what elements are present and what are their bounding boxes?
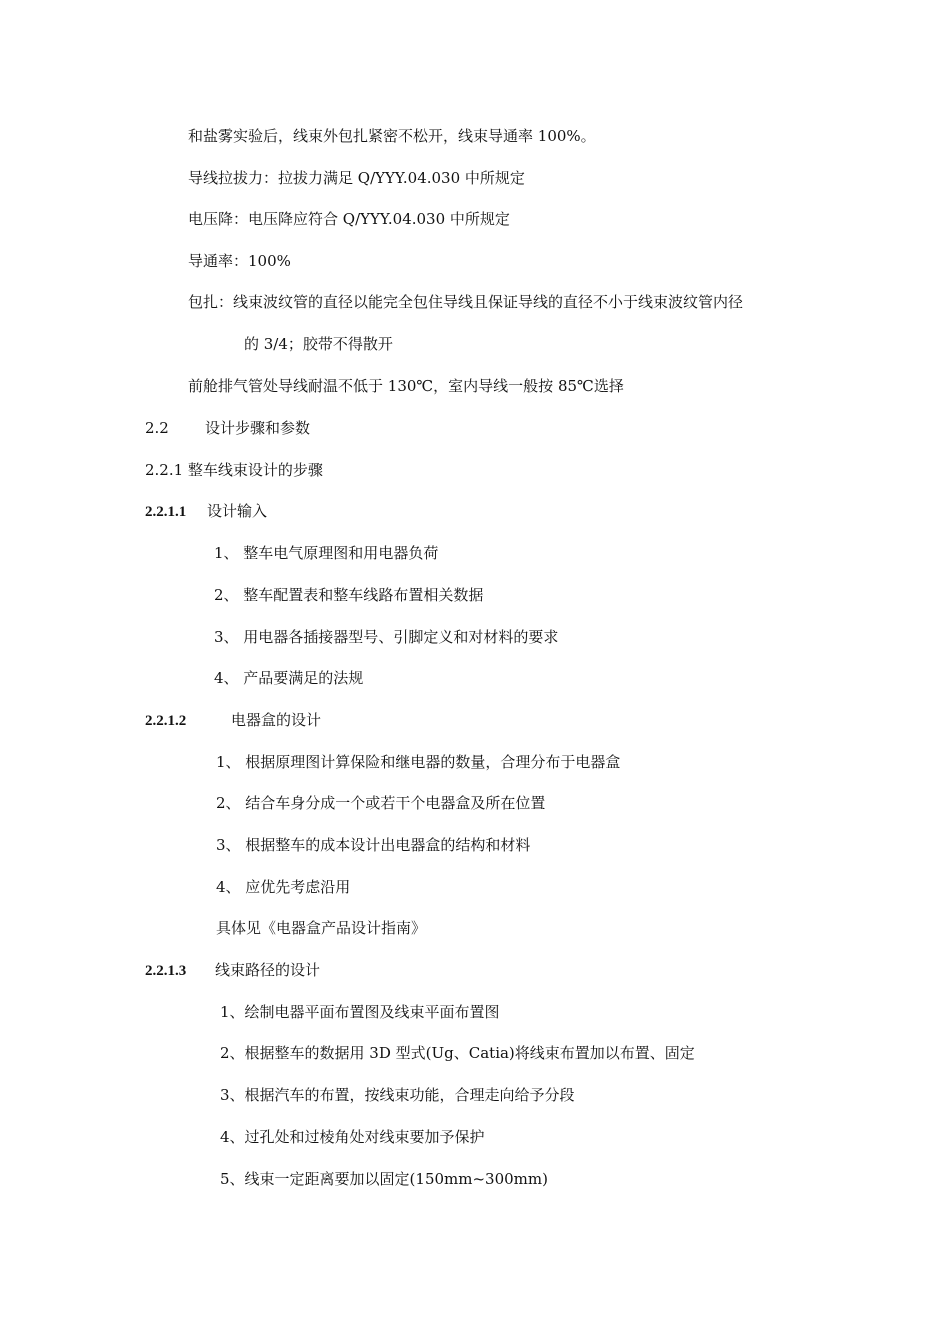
section-2-2-1-heading: 2.2.1 整车线束设计的步骤 <box>145 461 323 479</box>
section-2-2-1-3-heading <box>145 960 320 980</box>
paragraph-voltage-drop: 电压降：电压降应符合 Q/YYY.04.030 中所规定 <box>188 210 510 228</box>
list-item: 2、 整车配置表和整车线路布置相关数据 <box>214 586 484 604</box>
paragraph-conduction-rate: 导通率：100% <box>188 252 291 270</box>
list-item: 3、根据汽车的布置，按线束功能，合理走向给予分段 <box>220 1086 575 1104</box>
paragraph-salt-spray: 和盐雾实验后，线束外包扎紧密不松开，线束导通率 100%。 <box>188 127 596 145</box>
list-item: 1、 整车电气原理图和用电器负荷 <box>214 544 439 562</box>
section-number: 2.2 <box>145 419 169 437</box>
section-number: 2.2.1.2 <box>145 713 187 729</box>
list-item: 4、 应优先考虑沿用 <box>216 878 351 896</box>
paragraph-pull-force: 导线拉拔力：拉拔力满足 Q/YYY.04.030 中所规定 <box>188 169 525 187</box>
list-item: 1、绘制电器平面布置图及线束平面布置图 <box>220 1003 500 1021</box>
section-2-2-heading <box>145 418 310 438</box>
list-item: 4、过孔处和过棱角处对线束要加予保护 <box>220 1128 485 1146</box>
section-title: 设计输入 <box>207 502 268 520</box>
list-item: 1、 根据原理图计算保险和继电器的数量，合理分布于电器盒 <box>216 753 621 771</box>
section-number: 2.2.1.3 <box>145 963 187 979</box>
list-item: 5、线束一定距离要加以固定(150mm~300mm) <box>220 1170 548 1188</box>
paragraph-temperature: 前舱排气管处导线耐温不低于 130℃，室内导线一般按 85℃选择 <box>188 377 624 395</box>
list-item: 4、 产品要满足的法规 <box>214 669 364 687</box>
section-2-2-1-1-heading <box>145 501 267 521</box>
list-item: 2、 结合车身分成一个或若干个电器盒及所在位置 <box>216 794 546 812</box>
list-item: 3、 用电器各插接器型号、引脚定义和对材料的要求 <box>214 628 559 646</box>
section-title: 线束路径的设计 <box>215 961 321 979</box>
section-number: 2.2.1.1 <box>145 504 187 520</box>
section-2-2-1-2-heading <box>145 710 321 730</box>
section-title: 电器盒的设计 <box>231 711 322 729</box>
list-item: 2、根据整车的数据用 3D 型式(Ug、Catia)将线束布置加以布置、固定 <box>220 1044 695 1062</box>
list-item: 3、 根据整车的成本设计出电器盒的结构和材料 <box>216 836 531 854</box>
section-title: 设计步骤和参数 <box>205 419 311 437</box>
paragraph-wrapping: 包扎：线束波纹管的直径以能完全包住导线且保证导线的直径不小于线束波纹管内径 <box>188 293 744 311</box>
paragraph-wrapping-cont: 的 3/4；胶带不得散开 <box>244 335 393 353</box>
reference-note: 具体见《电器盒产品设计指南》 <box>216 919 427 937</box>
